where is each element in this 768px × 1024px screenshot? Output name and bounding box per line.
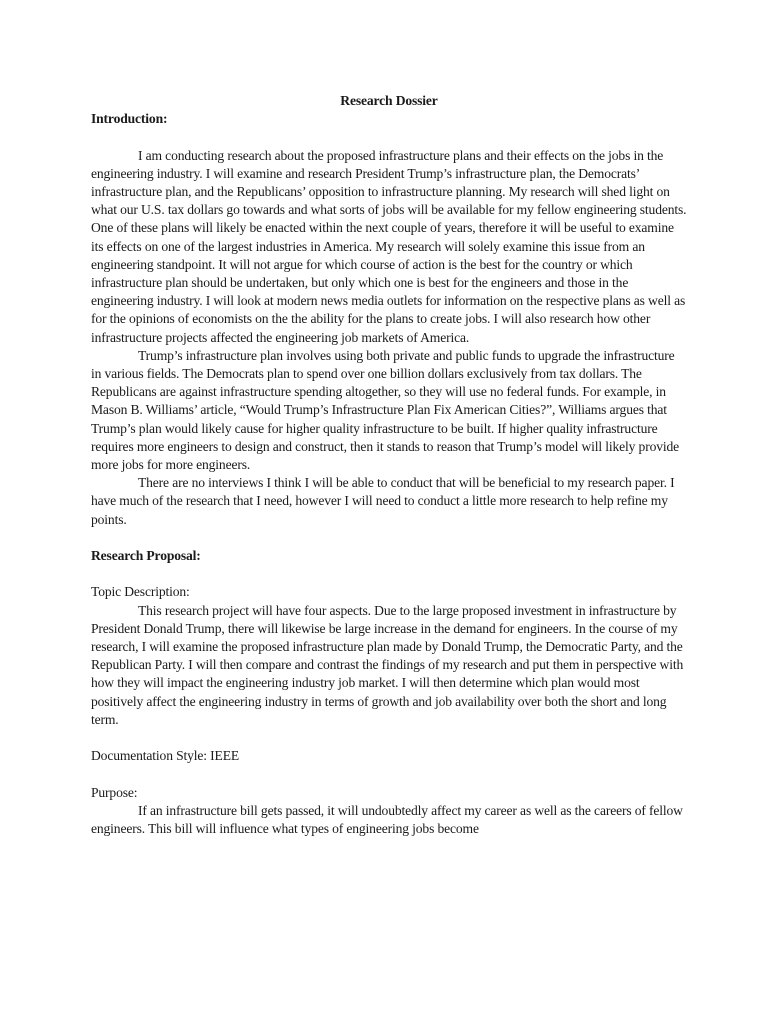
spacer: [91, 565, 687, 583]
introduction-paragraph-2: Trump’s infrastructure plan involves using both private and public funds to upgrade the infrastructure in various fields. The Democrats plan to spend over one billion dollars exclusively from tax dollars. The Republicans are against infrastructure spending altogether, so they will use no federal funds. For example, in Mason B. Williams’ article, “Would Trump’s Infrastructure Plan Fix American Cities?”, Williams argues that Trump’s plan would likely cause for higher quality infrastructure to be built. If higher quality infrastructure requires more engineers to design and construct, then it stands to reason that Trump’s model will likely provide more jobs for more engineers.: [91, 347, 680, 473]
purpose-paragraph: If an infrastructure bill gets passed, it will undoubtedly affect my career as well as the careers of fellow engineers. This bill will influence what types of engineering jobs become: [91, 802, 683, 837]
spacer: [91, 128, 687, 146]
introduction-paragraph-3: There are no interviews I think I will be able to conduct that will be beneficial to my research paper. I have much of the research that I need, however I will need to conduct a little more research to help refine my points.: [91, 475, 675, 527]
document-body: [91, 92, 687, 838]
spacer: [91, 729, 687, 747]
document-title: Research Dossier: [340, 93, 438, 108]
research-proposal-heading: Research Proposal:: [91, 548, 201, 564]
introduction-paragraph-1: I am conducting research about the proposed infrastructure plans and their effects on the jobs in the engineering industry. I will examine and research President Trump’s infrastructure plan, the Democrats’ infrastructure plan, and the Republicans’ opposition to infrastructure planning. My research will shed light on what our U.S. tax dollars go towards and what sorts of jobs will be available for my fellow engineering students. One of these plans will likely be enacted within the next couple of years, therefore it will be useful to examine its effects on one of the largest industries in America. My research will solely examine this issue from an engineering standpoint. It will not argue for which course of action is the best for the country or which infrastructure plan should be undertaken, but only which one is best for the engineers and those in the engineering industry. I will look at modern news media outlets for information on the respective plans as well as for the opinions of economists on the the ability for the plans to create jobs. I will also research how other infrastructure projects affected the engineering job markets of America.: [91, 147, 687, 345]
purpose-label: Purpose:: [91, 784, 138, 800]
introduction-heading: Introduction:: [91, 111, 168, 127]
topic-description-label: Topic Description:: [91, 584, 190, 600]
spacer: [91, 765, 687, 783]
spacer: [91, 529, 687, 547]
topic-description-paragraph: This research project will have four aspects. Due to the large proposed investment in infrastructure by President Donald Trump, there will likewise be large increase in the demand for engineers. In the course of my research, I will examine the proposed infrastructure plan made by Donald Trump, the Democratic Party, and the Republican Party. I will then compare and contrast the findings of my research and put them in perspective with how they will impact the engineering industry job market. I will then determine which plan would most positively affect the engineering industry in terms of growth and job availability over both the short and long term.: [91, 602, 684, 727]
documentation-style: Documentation Style: IEEE: [91, 748, 240, 764]
